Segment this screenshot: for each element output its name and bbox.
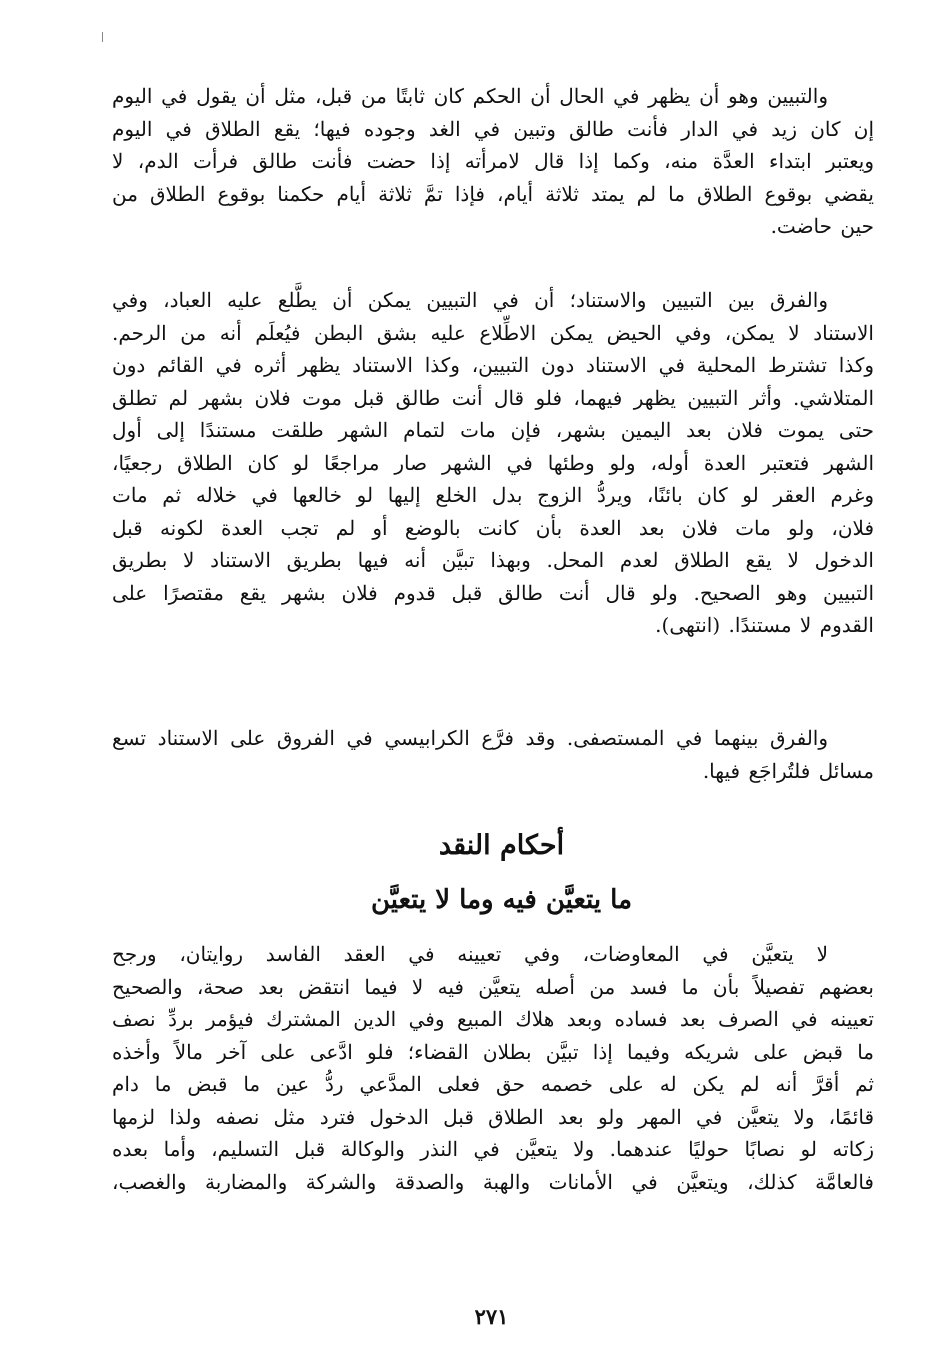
paragraph-mustasfa-reference — [112, 722, 874, 787]
text-line: مسائل فلتُراجَع فيها. — [702, 758, 874, 783]
text-line: يقضي بوقوع الطلاق ما لم يمتد ثلاثة أيام، فإذا تمَّ ثلاثة أيام حكمنا بوقوع الطلاق من — [112, 181, 874, 206]
text-line: وكذا تشترط المحلية في الاستناد دون التبيين، وكذا الاستناد يظهر أثره في القائم دون — [112, 353, 874, 377]
text-line: ثم أقرَّ أنه لم يكن له على خصمه حق فعلى المدَّعي ردُّ عين ما قبض ما دام — [112, 1072, 874, 1096]
text-line: ما قبض على شريكه وفيما إذا تبيَّن بطلان القضاء؛ فلو ادَّعى على آخر مالاً وأخذه — [112, 1039, 874, 1064]
text-line: بعضهم تفصيلاً بأن ما فسد من أصله يتعيَّن فيه لا فيما انتقض بعد صحة، والصحيح — [112, 974, 874, 999]
text-line: فالعامَّة كذلك، ويتعيَّن في الأمانات والهبة والصدقة والشركة والمضاربة والغصب، — [112, 1169, 874, 1194]
text-line: والتبيين وهو أن يظهر في الحال أن الحكم كان ثابتًا من قبل، مثل أن يقول في اليوم — [112, 84, 828, 108]
text-line: التبيين وهو الصحيح. ولو قال أنت طالق قبل قدوم فلان بشهر يقع مقتصرًا على — [112, 580, 874, 605]
text-line: إن كان زيد في الدار فأنت طالق وتبين في الغد وجوده فيها؛ يقع الطلاق في اليوم — [112, 116, 874, 141]
subsection-heading: ما يتعيَّن فيه وما لا يتعيَّن — [370, 885, 633, 915]
text-line: الشهر فتعتبر العدة أوله، ولو وطئها في الشهر صار مراجعًا لو كان الطلاق رجعيًا، — [112, 450, 874, 475]
text-line: الاستناد لا يمكن، وفي الحيض يمكن الاطِّلاع عليه بشق البطن فيُعلَم أنه من الرحم. — [112, 320, 874, 345]
text-line: المتلاشي. وأثر التبيين يظهر فيهما، فلو قال أنت طالق قبل موت فلان بشهر لم تطلق — [112, 385, 874, 410]
page-number: ٢٧١ — [474, 1304, 509, 1329]
paragraph-tabyin-definition — [112, 80, 874, 243]
text-line: القدوم لا مستندًا. (انتهى). — [655, 613, 874, 637]
text-line: قائمًا، ولا يتعيَّن في المهر ولو بعد الطلاق قبل الدخول فترد مثل نصفه ولذا لزمها — [112, 1104, 874, 1129]
text-line: والفرق بينهما في المستصفى. وقد فرَّع الكرابيسي في الفروق على الاستناد تسع — [112, 726, 828, 750]
text-line: فلان، ولو مات فلان بعد العدة بأن كانت بالوضع أو لم تجب العدة لكونه قبل — [112, 515, 875, 540]
text-line: والفرق بين التبيين والاستناد؛ أن في التبيين يمكن أن يطَّلع عليه العباد، وفي — [112, 288, 828, 312]
text-line: وغرم العقر لو كان بائنًا، ويردُّ الزوج بدل الخلع إليها لو خالعها في خلاله ثم مات — [112, 483, 874, 507]
text-line: ويعتبر ابتداء العدَّة منه، وكما إذا قال لامرأته إذا حضت فأنت طالق فرأت الدم، لا — [112, 149, 874, 173]
text-line: زكاته لو نصابًا حوليًا عندهما. ولا يتعيَّن في النذر والوكالة قبل التسليم، وأما بعده — [112, 1137, 874, 1161]
paragraph-currency-rulings — [112, 938, 874, 1198]
text-line: حتى يموت فلان بعد اليمين بشهر، فإن مات لتمام الشهر طلقت مستندًا إلى أول — [112, 418, 874, 442]
scan-mark — [102, 32, 103, 42]
text-line: حين حاضت. — [770, 214, 874, 238]
text-line: الدخول لا يقع الطلاق لعدم المحل. وبهذا تبيَّن أنه فيها بطريق الاستناد لا بطريق — [112, 548, 874, 572]
text-line: لا يتعيَّن في المعاوضات، وفي تعيينه في العقد الفاسد روايتان، ورجح — [112, 942, 828, 966]
section-heading: أحكام النقد — [438, 830, 565, 861]
text-line: تعيينه في الصرف بعد فساده وبعد هلاك المبيع وفي الدين المشترك فيؤمر بردِّ نصف — [112, 1007, 874, 1031]
paragraph-difference-tabyin-istinad — [112, 284, 874, 642]
